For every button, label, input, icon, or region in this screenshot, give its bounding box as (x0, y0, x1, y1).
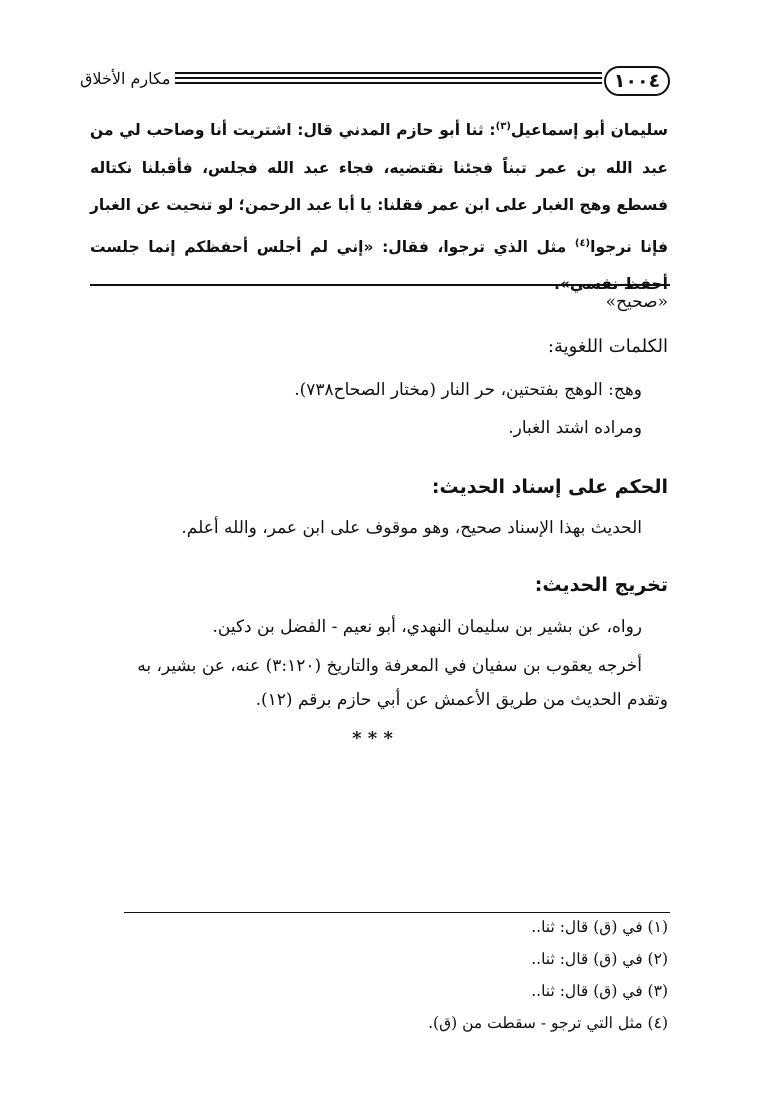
page-number: ١٠٠٤ (604, 66, 670, 96)
ruling-text: الحديث بهذا الإسناد صحيح، وهو موقوف على ابن عمر، والله أعلم. (181, 518, 642, 538)
takhrij-line: أخرجه يعقوب بن سفيان في المعرفة والتاريخ (٣:١٢٠) عنه، عن بشير، به (137, 656, 642, 676)
hadith-text-part1: سليمان أبو إسماعيل (510, 121, 668, 140)
hadith-text-part3: مثل الذي ترجوا، فقال: «إني لم أجلس أحفظكم إنما جلست أحفظ نفسي». (90, 237, 668, 294)
page-header (80, 66, 670, 100)
footnote-2: (٢) في (ق) قال: ثنا.. (531, 950, 668, 968)
takhrij-line: رواه، عن بشير بن سليمان النهدي، أبو نعيم - الفضل بن دكين. (212, 617, 642, 637)
footnote-1: (١) في (ق) قال: ثنا.. (531, 918, 668, 936)
takhrij-line: وتقدم الحديث من طريق الأعمش عن أبي حازم برقم (١٢). (255, 690, 668, 710)
verdict-label: «صحيح» (605, 292, 668, 312)
footnote-ref-4: (٤) (574, 237, 591, 249)
book-title: مكارم الأخلاق (80, 69, 171, 88)
takhrij-heading: تخريج الحديث: (534, 574, 668, 596)
section-separator: * * * (352, 728, 393, 749)
footnote-3: (٣) في (ق) قال: ثنا.. (531, 982, 668, 1000)
main-divider (90, 284, 670, 286)
lexical-heading: الكلمات اللغوية: (547, 336, 668, 357)
header-rule (175, 72, 602, 90)
footnote-ref-3: (٣) (495, 121, 511, 132)
hadith-text-part2: : ثنا أبو حازم المدني قال: اشتريت أنا وصاحب لي من عبد الله بن عمر تبناً فجئنا نقتضيه، فجاء عبد الله فجلس، فأقبلنا نكتاله فسطع وهج الغبار على ابن عمر فقلنا: يا أبا عبد الرحمن؛ لو تنحيت عن الغبار فإنا نرجوا (90, 121, 669, 256)
hadith-text (90, 108, 668, 304)
lexical-line: وهج: الوهج بفتحتين، حر النار (مختار الصحاح٧٣٨). (294, 380, 642, 400)
ruling-heading: الحكم على إسناد الحديث: (431, 476, 668, 498)
lexical-line: ومراده اشتد الغبار. (508, 418, 642, 438)
footnote-divider (124, 912, 670, 913)
footnote-4: (٤) مثل التي ترجو - سقطت من (ق). (428, 1014, 668, 1032)
